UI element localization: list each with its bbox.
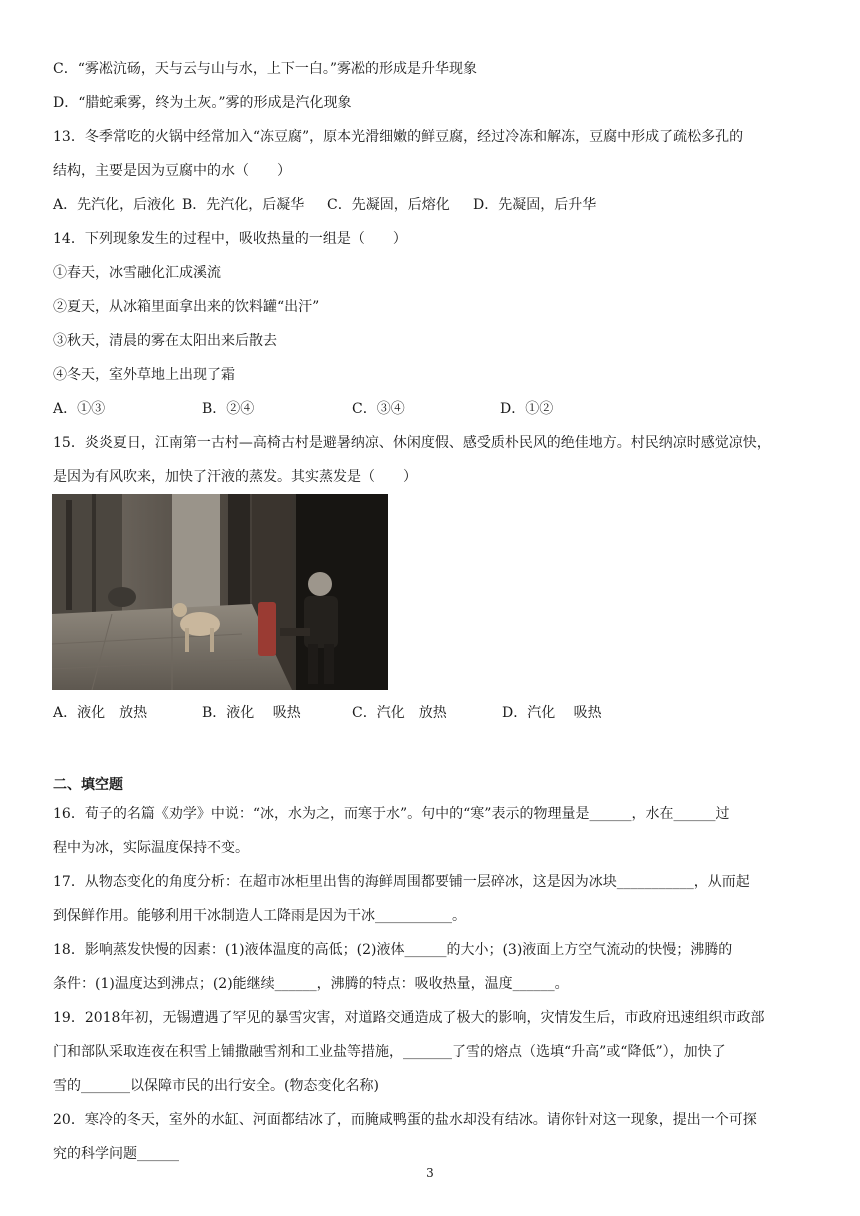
q15-stem-line1: 15．炎炎夏日，江南第一古村—高椅古村是避暑纳凉、休闲度假、感受质朴民风的绝佳地方。村民纳凉时感觉凉快，: [53, 435, 771, 451]
q19-line3: 雪的_______以保障市民的出行安全。(物态变化名称): [53, 1078, 379, 1094]
q12-option-d: D．“腊蛇乘雾，终为土灰。”雾的形成是汽化现象: [53, 95, 352, 111]
q20-line1: 20．寒冷的冬天，室外的水缸、河面都结冰了，而腌咸鸭蛋的盐水却没有结冰。请你针对这一现象，提出一个可探: [53, 1112, 757, 1128]
q18-line1: 18．影响蒸发快慢的因素：(1)液体温度的高低；(2)液体______的大小；(3)液面上方空气流动的快慢；沸腾的: [53, 942, 733, 958]
q14-option-c: C．③④: [352, 401, 405, 417]
q16-line1: 16．荀子的名篇《劝学》中说：“冰，水为之，而寒于水”。句中的“寒”表示的物理量是______，水在______过: [53, 806, 730, 822]
q13-option-d: D．先凝固，后升华: [473, 197, 597, 213]
q14-item-2: ②夏天，从冰箱里面拿出来的饮料罐“出汗”: [53, 299, 320, 315]
q15-option-c: C．汽化 放热: [352, 705, 447, 721]
q14-item-3: ③秋天，清晨的雾在太阳出来后散去: [53, 333, 277, 349]
q14-stem: 14．下列现象发生的过程中，吸收热量的一组是（ ）: [53, 231, 407, 247]
q20-line2: 究的科学问题______: [53, 1146, 179, 1162]
q15-option-a: A．液化 放热: [53, 705, 148, 721]
q13-option-a: A．先汽化，后液化: [53, 197, 176, 213]
q13-option-b: B．先汽化，后凝华: [182, 197, 305, 213]
q14-option-b: B．②④: [202, 401, 255, 417]
q14-option-a: A．①③: [53, 401, 106, 417]
q14-item-4: ④冬天，室外草地上出现了霜: [53, 367, 235, 383]
q15-option-b: B．液化 吸热: [202, 705, 301, 721]
q19-line1: 19．2018年初，无锡遭遇了罕见的暴雪灾害，对道路交通造成了极大的影响，灾情发生后，市政府迅速组织市政部: [53, 1010, 765, 1026]
q18-line2: 条件：(1)温度达到沸点；(2)能继续______，沸腾的特点：吸收热量，温度______。: [53, 976, 569, 992]
village-photo: [52, 494, 388, 690]
q19-line2: 门和部队采取连夜在积雪上铺撒融雪剂和工业盐等措施，_______了雪的熔点（选填“升高”或“降低”），加快了: [53, 1044, 726, 1060]
q13-stem-line1: 13．冬季常吃的火锅中经常加入“冻豆腐”，原本光滑细嫩的鲜豆腐，经过冷冻和解冻，豆腐中形成了疏松多孔的: [53, 129, 744, 145]
page-number: 3: [426, 1166, 434, 1180]
q12-option-c: C．“雾凇沆砀，天与云与山与水，上下一白。”雾凇的形成是升华现象: [53, 61, 478, 77]
q15-option-d: D．汽化 吸热: [502, 705, 602, 721]
q15-stem-line2: 是因为有风吹来，加快了汗液的蒸发。其实蒸发是（ ）: [53, 469, 417, 485]
q14-item-1: ①春天，冰雪融化汇成溪流: [53, 265, 221, 281]
q13-stem-line2: 结构，主要是因为豆腐中的水（ ）: [53, 163, 291, 179]
q13-option-c: C．先凝固，后熔化: [327, 197, 450, 213]
q17-line1: 17．从物态变化的角度分析：在超市冰柜里出售的海鲜周围都要铺一层碎冰，这是因为冰块___________，从而起: [53, 874, 750, 890]
section-heading-fill-in: 二、填空题: [53, 777, 123, 793]
q16-line2: 程中为冰，实际温度保持不变。: [53, 840, 249, 856]
q17-line2: 到保鲜作用。能够利用干冰制造人工降雨是因为干冰___________。: [53, 908, 466, 924]
q14-option-d: D．①②: [500, 401, 554, 417]
